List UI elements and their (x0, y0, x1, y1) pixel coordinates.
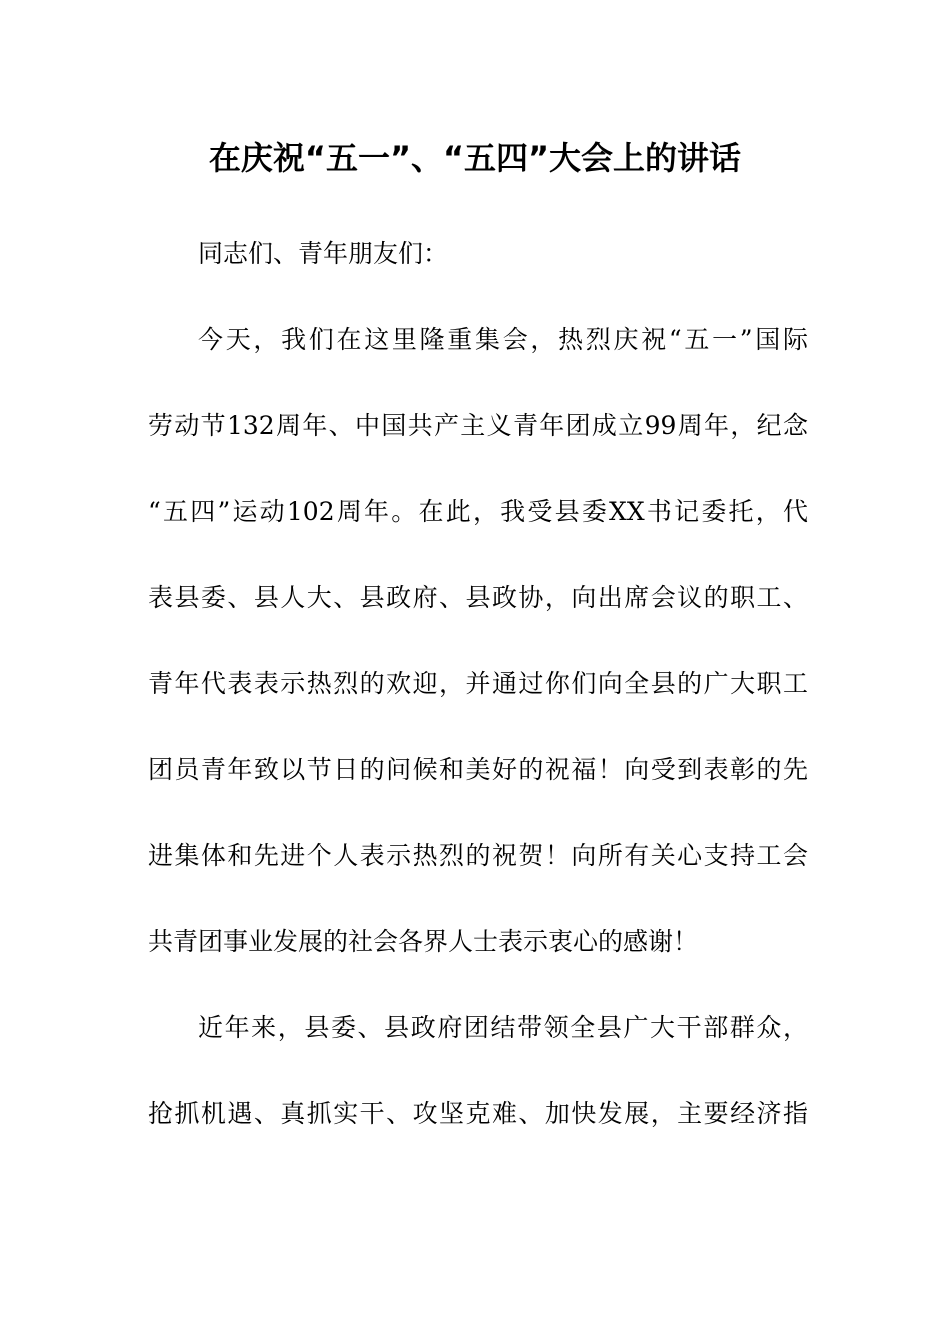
paragraph-1-line-1: 今天，我们在这里隆重集会，热烈庆祝“五一”国际 (198, 325, 808, 354)
paragraph-1-line-7: 进集体和先进个人表示热烈的祝贺！向所有关心支持工会 (148, 841, 808, 870)
paragraph-2-line-2: 抢抓机遇、真抓实干、攻坚克难、加快发展，主要经济指 (148, 1099, 808, 1128)
salutation: 同志们、青年朋友们： (198, 239, 449, 268)
paragraph-1-line-6: 团员青年致以节日的问候和美好的祝福！向受到表彰的先 (148, 755, 808, 784)
paragraph-1-line-3: “五四”运动102周年。在此，我受县委XX书记委托，代 (148, 497, 808, 526)
paragraph-1-line-5: 青年代表表示热烈的欢迎，并通过你们向全县的广大职工 (148, 669, 808, 698)
paragraph-2-line-1: 近年来，县委、县政府团结带领全县广大干部群众， (198, 1013, 808, 1042)
paragraph-1-line-2: 劳动节132周年、中国共产主义青年团成立99周年，纪念 (148, 411, 808, 440)
paragraph-1-line-4: 表县委、县人大、县政府、县政协，向出席会议的职工、 (148, 583, 808, 612)
document-title: 在庆祝“五一”、“五四”大会上的讲话 (208, 139, 742, 177)
paragraph-1-line-8: 共青团事业发展的社会各界人士表示衷心的感谢！ (148, 927, 699, 956)
